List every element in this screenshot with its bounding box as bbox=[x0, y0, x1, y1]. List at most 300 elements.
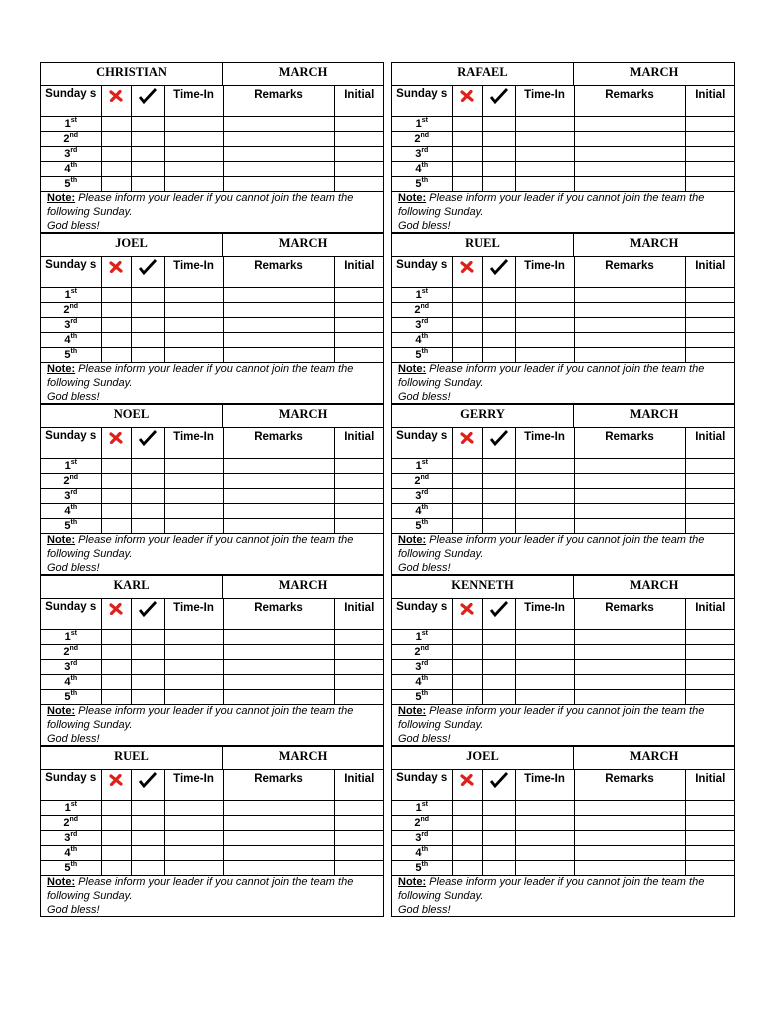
absent-cell bbox=[101, 689, 131, 704]
remarks-header: Remarks bbox=[574, 85, 685, 116]
initial-header: Initial bbox=[334, 427, 384, 458]
present-cell bbox=[131, 518, 164, 533]
remarks-cell bbox=[574, 800, 685, 815]
time-in-header: Time-In bbox=[164, 427, 223, 458]
week-number: 1 bbox=[64, 288, 71, 301]
time-in-cell bbox=[164, 458, 223, 473]
absent-cell bbox=[452, 302, 482, 317]
initial-cell bbox=[334, 644, 384, 659]
present-cell bbox=[482, 488, 515, 503]
week-label bbox=[392, 815, 452, 830]
week-label bbox=[392, 458, 452, 473]
present-cell bbox=[482, 146, 515, 161]
red-x-icon bbox=[452, 85, 482, 116]
week-suffix: st bbox=[70, 458, 77, 466]
week-label bbox=[41, 131, 101, 146]
week-number: 1 bbox=[415, 801, 422, 814]
week-suffix: th bbox=[421, 674, 429, 682]
time-in-cell bbox=[164, 332, 223, 347]
week-suffix: rd bbox=[421, 317, 429, 325]
note-message: Please inform your leader if you cannot join the team the following Sunday. bbox=[47, 192, 354, 218]
remarks-cell bbox=[574, 347, 685, 362]
attendance-card bbox=[40, 233, 384, 404]
week-row bbox=[392, 302, 735, 317]
remarks-cell bbox=[223, 332, 334, 347]
member-name: RAFAEL bbox=[392, 63, 574, 85]
time-in-cell bbox=[164, 302, 223, 317]
month-label: MARCH bbox=[278, 407, 328, 421]
note-message: Please inform your leader if you cannot join the team the following Sunday. bbox=[398, 192, 705, 218]
week-number: 1 bbox=[415, 459, 422, 472]
week-number: 2 bbox=[414, 816, 421, 829]
time-in-cell bbox=[164, 689, 223, 704]
week-row bbox=[41, 332, 384, 347]
present-cell bbox=[482, 176, 515, 191]
member-name: NOEL bbox=[41, 405, 223, 427]
red-x-icon bbox=[101, 256, 131, 287]
time-in-cell bbox=[164, 131, 223, 146]
time-in-cell bbox=[515, 800, 574, 815]
initial-header: Initial bbox=[334, 256, 384, 287]
week-label bbox=[41, 629, 101, 644]
week-row bbox=[41, 317, 384, 332]
remarks-cell bbox=[574, 473, 685, 488]
initial-cell bbox=[685, 332, 735, 347]
week-row bbox=[392, 488, 735, 503]
absent-cell bbox=[452, 518, 482, 533]
present-cell bbox=[482, 860, 515, 875]
week-label bbox=[392, 518, 452, 533]
week-label bbox=[41, 644, 101, 659]
week-label bbox=[41, 347, 101, 362]
time-in-cell bbox=[164, 659, 223, 674]
absent-cell bbox=[101, 488, 131, 503]
attendance-table bbox=[392, 769, 735, 876]
initial-cell bbox=[685, 800, 735, 815]
week-suffix: rd bbox=[70, 488, 78, 496]
note-label: Note: bbox=[398, 705, 427, 717]
card-header bbox=[392, 747, 734, 770]
absent-cell bbox=[101, 845, 131, 860]
attendance-card bbox=[40, 62, 384, 233]
blessing-text: God bless! bbox=[398, 220, 451, 232]
initial-cell bbox=[334, 176, 384, 191]
initial-header: Initial bbox=[685, 85, 735, 116]
table-header-row bbox=[392, 256, 735, 287]
checkmark-icon bbox=[131, 427, 164, 458]
attendance-table bbox=[41, 256, 384, 363]
initial-header: Initial bbox=[334, 598, 384, 629]
week-suffix: st bbox=[70, 800, 77, 808]
time-in-cell bbox=[515, 473, 574, 488]
absent-cell bbox=[101, 302, 131, 317]
present-cell bbox=[482, 644, 515, 659]
note-label: Note: bbox=[398, 363, 427, 375]
week-label bbox=[392, 800, 452, 815]
week-number: 2 bbox=[63, 303, 70, 316]
week-number: 1 bbox=[64, 459, 71, 472]
week-number: 4 bbox=[64, 333, 71, 346]
remarks-cell bbox=[574, 332, 685, 347]
initial-cell bbox=[334, 302, 384, 317]
time-in-cell bbox=[515, 347, 574, 362]
present-cell bbox=[131, 689, 164, 704]
week-label bbox=[392, 830, 452, 845]
week-label bbox=[392, 317, 452, 332]
present-cell bbox=[482, 629, 515, 644]
remarks-cell bbox=[223, 176, 334, 191]
week-label bbox=[392, 845, 452, 860]
time-in-cell bbox=[515, 176, 574, 191]
week-label bbox=[392, 347, 452, 362]
week-row bbox=[392, 518, 735, 533]
initial-cell bbox=[334, 503, 384, 518]
present-cell bbox=[131, 488, 164, 503]
time-in-cell bbox=[515, 518, 574, 533]
week-row bbox=[392, 116, 735, 131]
present-cell bbox=[131, 332, 164, 347]
remarks-cell bbox=[223, 458, 334, 473]
time-in-header: Time-In bbox=[515, 598, 574, 629]
week-suffix: nd bbox=[420, 302, 430, 310]
initial-cell bbox=[685, 473, 735, 488]
table-header-row bbox=[41, 769, 384, 800]
present-cell bbox=[482, 674, 515, 689]
week-label bbox=[41, 332, 101, 347]
present-cell bbox=[131, 176, 164, 191]
week-row bbox=[392, 161, 735, 176]
week-number: 4 bbox=[64, 675, 71, 688]
time-in-cell bbox=[164, 815, 223, 830]
remarks-cell bbox=[223, 116, 334, 131]
week-suffix: st bbox=[421, 629, 428, 637]
remarks-cell bbox=[574, 629, 685, 644]
time-in-cell bbox=[164, 116, 223, 131]
time-in-cell bbox=[164, 644, 223, 659]
absent-cell bbox=[452, 161, 482, 176]
week-number: 3 bbox=[64, 147, 71, 160]
week-row bbox=[41, 176, 384, 191]
note-label: Note: bbox=[47, 705, 76, 717]
initial-cell bbox=[334, 161, 384, 176]
week-label bbox=[41, 659, 101, 674]
week-suffix: nd bbox=[420, 473, 430, 481]
absent-cell bbox=[101, 287, 131, 302]
note-text bbox=[47, 875, 379, 917]
time-in-cell bbox=[164, 503, 223, 518]
week-row bbox=[392, 800, 735, 815]
week-label bbox=[392, 332, 452, 347]
month-label: MARCH bbox=[278, 578, 328, 592]
week-label bbox=[392, 689, 452, 704]
week-label bbox=[41, 800, 101, 815]
present-cell bbox=[131, 302, 164, 317]
week-suffix: nd bbox=[69, 131, 79, 139]
week-number: 2 bbox=[63, 132, 70, 145]
present-cell bbox=[482, 302, 515, 317]
week-suffix: th bbox=[70, 518, 78, 526]
initial-cell bbox=[685, 689, 735, 704]
card-header bbox=[41, 234, 383, 257]
week-row bbox=[392, 644, 735, 659]
time-in-header: Time-In bbox=[164, 769, 223, 800]
week-suffix: th bbox=[70, 674, 78, 682]
absent-cell bbox=[101, 317, 131, 332]
attendance-table bbox=[392, 256, 735, 363]
present-cell bbox=[131, 659, 164, 674]
note-label: Note: bbox=[47, 192, 76, 204]
checkmark-icon bbox=[482, 256, 515, 287]
week-label bbox=[392, 116, 452, 131]
card-header bbox=[41, 576, 383, 599]
initial-cell bbox=[334, 830, 384, 845]
week-suffix: st bbox=[70, 116, 77, 124]
remarks-header: Remarks bbox=[574, 427, 685, 458]
week-number: 4 bbox=[415, 333, 422, 346]
note-message: Please inform your leader if you cannot join the team the following Sunday. bbox=[398, 705, 705, 731]
member-name: CHRISTIAN bbox=[41, 63, 223, 85]
remarks-cell bbox=[223, 488, 334, 503]
week-number: 2 bbox=[63, 645, 70, 658]
present-cell bbox=[131, 473, 164, 488]
month-label: MARCH bbox=[629, 236, 679, 250]
week-number: 5 bbox=[415, 519, 422, 532]
week-label bbox=[41, 473, 101, 488]
week-suffix: nd bbox=[420, 644, 430, 652]
time-in-cell bbox=[164, 488, 223, 503]
initial-cell bbox=[334, 347, 384, 362]
week-number: 3 bbox=[415, 831, 422, 844]
remarks-cell bbox=[223, 830, 334, 845]
initial-cell bbox=[334, 287, 384, 302]
week-label bbox=[41, 176, 101, 191]
absent-cell bbox=[452, 689, 482, 704]
week-label bbox=[392, 488, 452, 503]
red-x-icon bbox=[452, 427, 482, 458]
week-row bbox=[392, 131, 735, 146]
table-header-row bbox=[41, 256, 384, 287]
initial-cell bbox=[685, 176, 735, 191]
blessing-text: God bless! bbox=[398, 391, 451, 403]
week-number: 4 bbox=[415, 162, 422, 175]
sundays-header: Sunday s bbox=[41, 427, 101, 458]
initial-cell bbox=[334, 518, 384, 533]
remarks-cell bbox=[574, 659, 685, 674]
month-label: MARCH bbox=[629, 65, 679, 79]
absent-cell bbox=[101, 146, 131, 161]
initial-cell bbox=[685, 488, 735, 503]
week-number: 1 bbox=[64, 117, 71, 130]
initial-header: Initial bbox=[685, 427, 735, 458]
attendance-table bbox=[41, 427, 384, 534]
absent-cell bbox=[452, 116, 482, 131]
present-cell bbox=[482, 689, 515, 704]
note-text bbox=[398, 533, 730, 575]
time-in-cell bbox=[515, 503, 574, 518]
attendance-table bbox=[392, 598, 735, 705]
week-suffix: rd bbox=[421, 146, 429, 154]
time-in-cell bbox=[515, 689, 574, 704]
time-in-cell bbox=[164, 674, 223, 689]
week-label bbox=[41, 845, 101, 860]
remarks-cell bbox=[574, 503, 685, 518]
checkmark-icon bbox=[131, 598, 164, 629]
week-number: 4 bbox=[415, 504, 422, 517]
week-label bbox=[41, 161, 101, 176]
week-number: 3 bbox=[415, 147, 422, 160]
initial-cell bbox=[685, 161, 735, 176]
time-in-cell bbox=[515, 131, 574, 146]
initial-cell bbox=[685, 674, 735, 689]
initial-cell bbox=[685, 317, 735, 332]
week-row bbox=[41, 473, 384, 488]
remarks-header: Remarks bbox=[574, 769, 685, 800]
week-row bbox=[392, 146, 735, 161]
initial-cell bbox=[685, 287, 735, 302]
week-label bbox=[41, 689, 101, 704]
note-text bbox=[398, 875, 730, 917]
time-in-header: Time-In bbox=[515, 256, 574, 287]
time-in-header: Time-In bbox=[515, 85, 574, 116]
week-label bbox=[392, 503, 452, 518]
week-number: 4 bbox=[64, 162, 71, 175]
time-in-cell bbox=[164, 347, 223, 362]
time-in-header: Time-In bbox=[164, 256, 223, 287]
checkmark-icon bbox=[482, 427, 515, 458]
note-label: Note: bbox=[398, 192, 427, 204]
red-x-icon bbox=[452, 256, 482, 287]
remarks-cell bbox=[574, 860, 685, 875]
week-row bbox=[41, 830, 384, 845]
attendance-card bbox=[40, 575, 384, 746]
remarks-header: Remarks bbox=[574, 256, 685, 287]
present-cell bbox=[131, 860, 164, 875]
initial-cell bbox=[685, 815, 735, 830]
initial-cell bbox=[685, 629, 735, 644]
initial-cell bbox=[334, 815, 384, 830]
week-number: 5 bbox=[415, 861, 422, 874]
remarks-header: Remarks bbox=[574, 598, 685, 629]
time-in-header: Time-In bbox=[515, 769, 574, 800]
absent-cell bbox=[452, 830, 482, 845]
month-label: MARCH bbox=[278, 236, 328, 250]
initial-cell bbox=[334, 845, 384, 860]
week-label bbox=[41, 830, 101, 845]
checkmark-icon bbox=[482, 598, 515, 629]
absent-cell bbox=[452, 287, 482, 302]
card-header bbox=[41, 405, 383, 428]
time-in-cell bbox=[515, 488, 574, 503]
week-suffix: th bbox=[70, 503, 78, 511]
initial-cell bbox=[685, 518, 735, 533]
week-row bbox=[392, 332, 735, 347]
time-in-cell bbox=[515, 332, 574, 347]
week-suffix: st bbox=[421, 800, 428, 808]
week-row bbox=[41, 674, 384, 689]
sundays-header: Sunday s bbox=[41, 256, 101, 287]
remarks-cell bbox=[574, 830, 685, 845]
week-row bbox=[41, 131, 384, 146]
attendance-card bbox=[391, 746, 735, 917]
absent-cell bbox=[101, 629, 131, 644]
present-cell bbox=[482, 332, 515, 347]
week-suffix: th bbox=[421, 860, 429, 868]
week-row bbox=[41, 161, 384, 176]
note-message: Please inform your leader if you cannot join the team the following Sunday. bbox=[398, 534, 705, 560]
time-in-cell bbox=[164, 176, 223, 191]
remarks-cell bbox=[574, 161, 685, 176]
time-in-cell bbox=[515, 287, 574, 302]
week-row bbox=[41, 644, 384, 659]
attendance-card bbox=[391, 404, 735, 575]
checkmark-icon bbox=[131, 256, 164, 287]
red-x-icon bbox=[101, 85, 131, 116]
week-number: 5 bbox=[64, 861, 71, 874]
week-suffix: th bbox=[70, 176, 78, 184]
week-label bbox=[41, 815, 101, 830]
remarks-cell bbox=[574, 146, 685, 161]
week-suffix: th bbox=[70, 689, 78, 697]
note-message: Please inform your leader if you cannot join the team the following Sunday. bbox=[47, 876, 354, 902]
time-in-cell bbox=[164, 860, 223, 875]
note-text bbox=[47, 191, 379, 233]
absent-cell bbox=[101, 503, 131, 518]
member-name: GERRY bbox=[392, 405, 574, 427]
initial-cell bbox=[685, 860, 735, 875]
remarks-cell bbox=[574, 815, 685, 830]
initial-cell bbox=[334, 488, 384, 503]
present-cell bbox=[131, 815, 164, 830]
remarks-cell bbox=[223, 473, 334, 488]
table-header-row bbox=[392, 598, 735, 629]
week-row bbox=[41, 518, 384, 533]
week-number: 2 bbox=[63, 816, 70, 829]
initial-cell bbox=[334, 146, 384, 161]
week-row bbox=[41, 689, 384, 704]
note-label: Note: bbox=[47, 876, 76, 888]
present-cell bbox=[131, 845, 164, 860]
week-label bbox=[41, 302, 101, 317]
time-in-cell bbox=[515, 659, 574, 674]
initial-cell bbox=[334, 458, 384, 473]
week-row bbox=[41, 347, 384, 362]
week-label bbox=[41, 146, 101, 161]
present-cell bbox=[131, 674, 164, 689]
member-name: RUEL bbox=[392, 234, 574, 256]
week-suffix: rd bbox=[70, 317, 78, 325]
time-in-cell bbox=[515, 830, 574, 845]
week-suffix: th bbox=[421, 518, 429, 526]
blessing-text: God bless! bbox=[398, 904, 451, 916]
time-in-cell bbox=[164, 800, 223, 815]
absent-cell bbox=[452, 644, 482, 659]
initial-cell bbox=[334, 131, 384, 146]
month-label: MARCH bbox=[629, 749, 679, 763]
attendance-card bbox=[391, 233, 735, 404]
present-cell bbox=[131, 161, 164, 176]
red-x-icon bbox=[101, 769, 131, 800]
week-number: 5 bbox=[64, 690, 71, 703]
blessing-text: God bless! bbox=[47, 562, 100, 574]
week-suffix: nd bbox=[69, 644, 79, 652]
time-in-cell bbox=[164, 317, 223, 332]
checkmark-icon bbox=[131, 769, 164, 800]
time-in-header: Time-In bbox=[515, 427, 574, 458]
present-cell bbox=[482, 503, 515, 518]
week-row bbox=[41, 302, 384, 317]
time-in-cell bbox=[164, 473, 223, 488]
week-number: 5 bbox=[415, 348, 422, 361]
